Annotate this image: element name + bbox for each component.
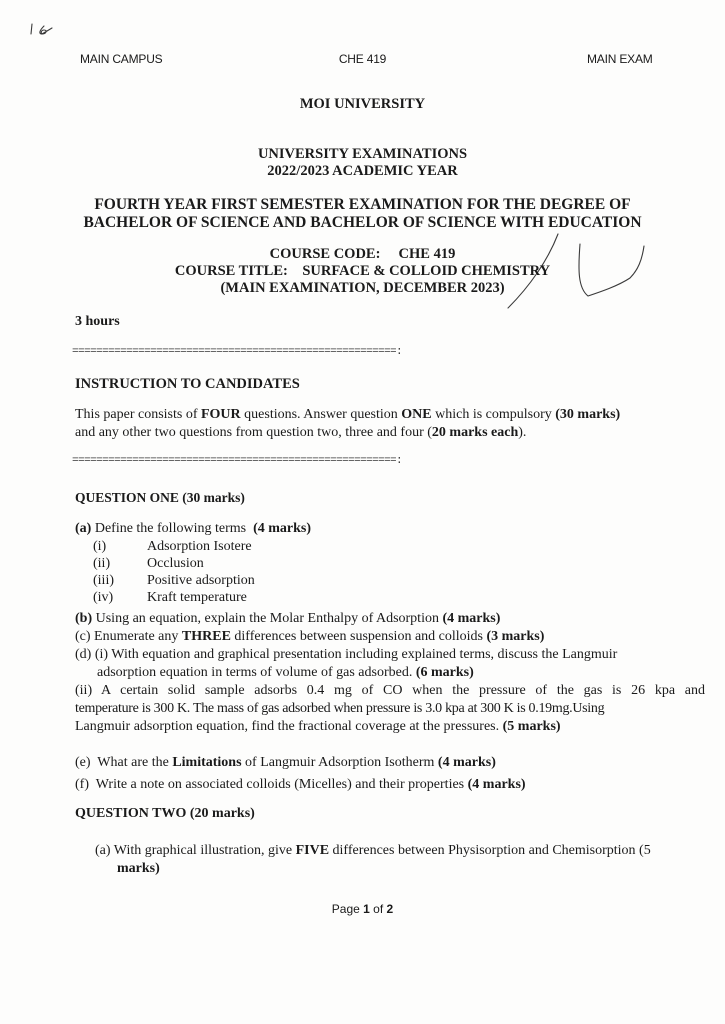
q2a-line2 [95,860,695,878]
item-label: (b) [75,611,93,626]
item-text: temperature is 300 K. The mass of gas adsorbed when pressure is 3.0 kpa at 300 K is 0.19mg.Using [75,701,605,716]
course-title-label: COURSE TITLE: [174,263,288,279]
term-item [75,538,695,555]
handwritten-page-number [28,18,68,40]
item-text: Using an equation, explain the Molar Enthalpy of Adsorption [95,611,443,626]
item-text: differences between suspension and colloids [230,629,487,644]
course-code-value: CHE 419 [398,246,456,262]
exam-title-line1: UNIVERSITY EXAMINATIONS [257,146,468,162]
item-text: Langmuir adsorption equation, find the fractional coverage at the pressures. [75,719,503,734]
q1e-line [75,752,705,774]
q1d-ii-line1 [75,682,705,700]
question-one-b-d [75,610,705,736]
page-total: 2 [386,902,394,916]
q1d-i-line1 [75,646,705,664]
term-number: (iv) [93,590,114,605]
item-marks: (3 marks) [486,629,545,644]
term-item [75,589,695,606]
q1d-ii-line2 [75,700,705,718]
item-text: differences between Physisorption and Chemisorption (5 [329,843,651,858]
course-info [0,246,725,297]
item-text: (ii) A certain solid sample adsorbs 0.4 mg of CO when the pressure of the gas is 26 kpa and [75,683,705,698]
divider-bottom: ======================================================: [72,455,403,467]
term-number: (iii) [93,573,114,588]
page-current: 1 [363,902,370,916]
term-number: (i) [93,539,107,554]
q1f-line [75,774,705,796]
marks: (30 marks) [555,407,621,422]
course-title-value: SURFACE & COLLOID CHEMISTRY [302,263,551,279]
text: and any other two questions from question two, three and four ( [75,425,432,440]
degree-title [0,196,725,232]
text: ). [518,425,527,440]
course-session: (MAIN EXAMINATION, DECEMBER 2023) [220,280,505,296]
q1c-line [75,628,705,646]
item-label: (f) [75,777,89,792]
instructions-heading: INSTRUCTION TO CANDIDATES [75,376,300,392]
item-label: (a) [95,843,111,858]
term-text: Occlusion [147,556,204,571]
header-campus: MAIN CAMPUS [80,52,163,66]
university-name: MOI UNIVERSITY [299,96,426,112]
emphasis: FOUR [200,407,241,422]
degree-line1: FOURTH YEAR FIRST SEMESTER EXAMINATION FOR THE DEGREE OF [94,196,631,213]
item-marks: (4 marks) [442,611,501,626]
item-text: Write a note on associated colloids (Micelles) and their properties [95,777,468,792]
item-text: of Langmuir Adsorption Isotherm [241,755,438,770]
item-marks: marks) [117,861,160,876]
marks: 20 marks each [431,425,519,440]
q1d-i-line2 [75,664,705,682]
question-two-heading: QUESTION TWO (20 marks) [75,806,255,821]
emphasis: Limitations [172,755,242,770]
item-label: (c) [75,629,91,644]
exam-title-line2: 2022/2023 ACADEMIC YEAR [267,163,458,179]
term-item [75,572,695,589]
item-marks: (4 marks) [437,755,496,770]
term-text: Kraft temperature [147,590,247,605]
item-label: (d) [75,647,92,662]
item-marks: (6 marks) [415,665,474,680]
duration: 3 hours [75,314,120,329]
q1d-ii-line3 [75,718,705,736]
exam-title [0,146,725,180]
page-label: of [369,902,387,916]
text: questions. Answer question [240,407,402,422]
term-list [75,538,695,606]
item-text: Enumerate any [94,629,182,644]
q1b-line [75,610,705,628]
item-label: (a) [75,521,92,536]
question-one-heading: QUESTION ONE (30 marks) [75,490,245,505]
header-exam-type: MAIN EXAM [587,52,653,66]
term-number: (ii) [93,556,111,571]
question-one-a [75,520,695,606]
item-marks: (4 marks) [253,521,312,536]
instructions-line2 [75,424,695,442]
question-two-a [95,842,695,878]
course-code-label: COURSE CODE: [269,246,381,262]
item-marks: (4 marks) [467,777,526,792]
instructions-text [75,406,695,442]
course-code-line [0,246,725,263]
divider-top: ======================================================: [72,346,403,358]
emphasis: FIVE [295,843,330,858]
degree-line2: BACHELOR OF SCIENCE AND BACHELOR OF SCIENCE WITH EDUCATION [83,214,642,231]
q1a-line [75,520,695,538]
item-text: Define the following terms [94,521,247,536]
page-footer [0,902,725,916]
term-text: Adsorption Isotere [147,539,252,554]
page-label: Page [331,902,364,916]
instructions-line1 [75,406,695,424]
item-marks: (5 marks) [502,719,561,734]
term-text: Positive adsorption [147,573,255,588]
q2a-line1 [95,842,695,860]
item-text: adsorption equation in terms of volume of gas adsorbed. [97,665,416,680]
item-text: What are the [97,755,173,770]
item-label: (e) [75,755,91,770]
course-title-line [0,263,725,280]
text: which is compulsory [431,407,556,422]
term-item [75,555,695,572]
header-course-code: CHE 419 [338,52,387,66]
text: This paper consists of [75,407,201,422]
emphasis: ONE [401,407,432,422]
item-text: With graphical illustration, give [113,843,296,858]
item-text: (i) With equation and graphical presentation including explained terms, discuss the Langmuir [94,647,618,662]
emphasis: THREE [181,629,231,644]
question-one-e-f [75,752,705,796]
